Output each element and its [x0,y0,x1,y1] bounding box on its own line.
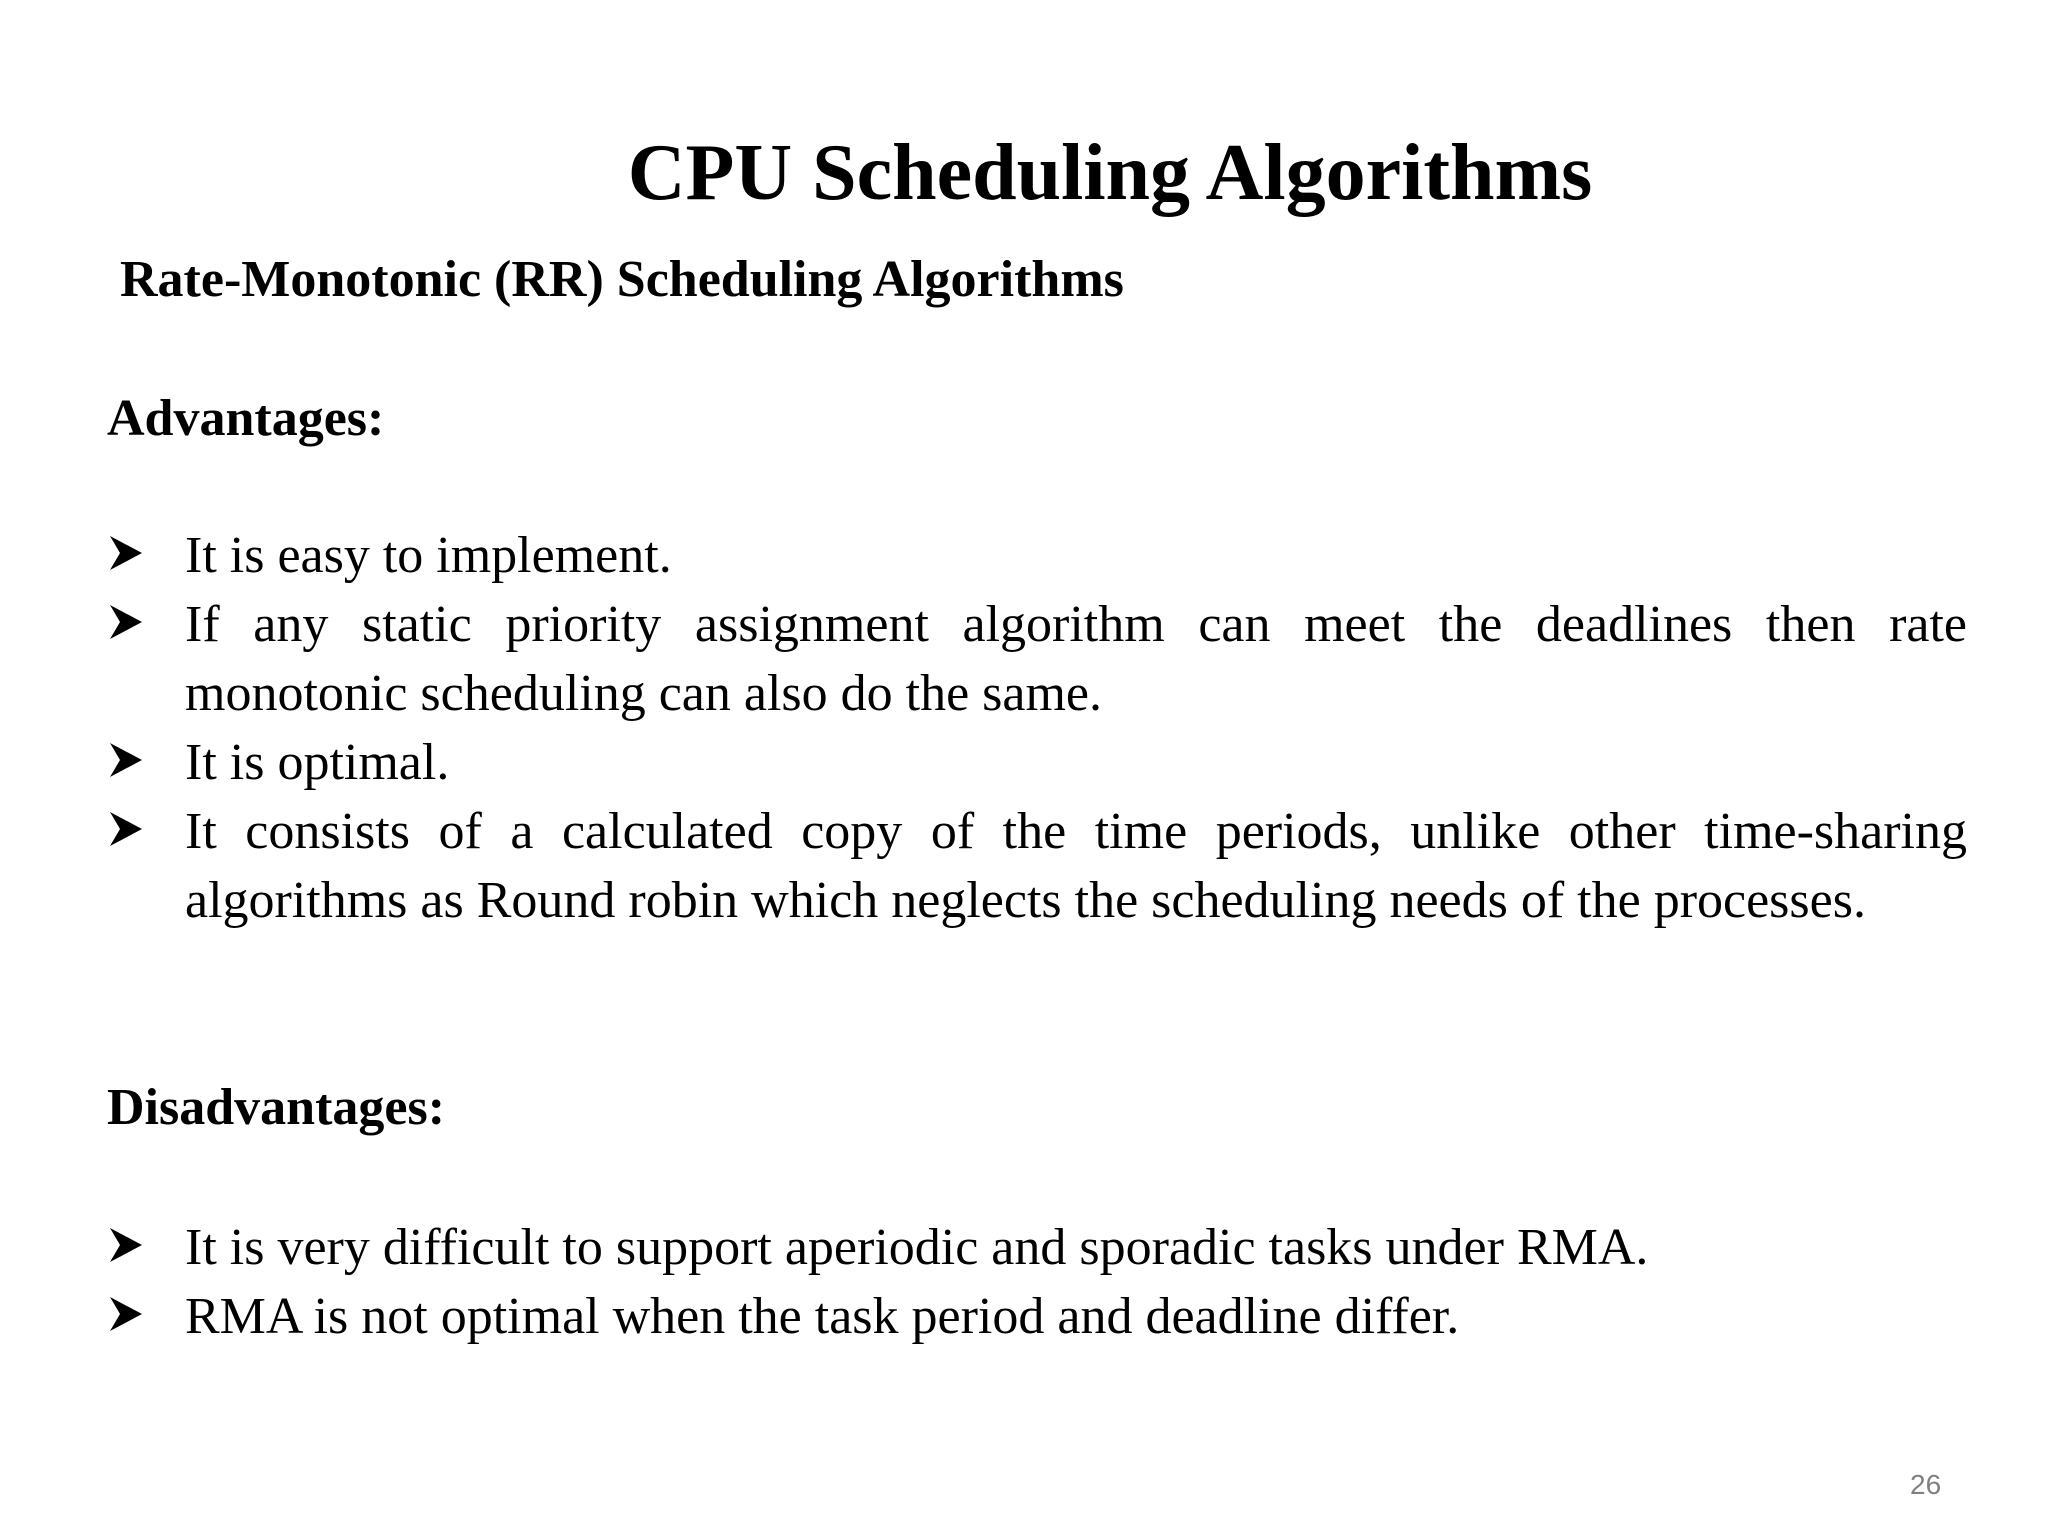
advantages-heading: Advantages: [107,390,385,447]
advantage-text: If any static priority assignment algorithm can meet the deadlines then rate monotonic scheduling can also do the same. [185,596,1967,722]
advantage-text: It is easy to implement. [185,527,672,584]
advantage-item [107,590,1967,728]
page-number: 26 [1910,1469,1942,1500]
disadvantage-text: It is very difficult to support aperiodic and sporadic tasks under RMA. [185,1219,1649,1276]
arrowhead-bullet-icon [109,811,143,847]
advantage-text: It is optimal. [185,734,450,791]
disadvantage-item [107,1282,1967,1351]
arrowhead-bullet-icon [109,535,143,571]
slide-subtitle: Rate-Monotonic (RR) Scheduling Algorithms [120,251,1124,308]
arrowhead-bullet-icon [109,742,143,778]
disadvantage-text: RMA is not optimal when the task period and deadline differ. [185,1288,1460,1345]
disadvantage-item [107,1213,1967,1282]
arrowhead-bullet-icon [109,604,143,640]
slide-title: CPU Scheduling Algorithms [627,129,1593,217]
advantage-item [107,521,1967,590]
arrowhead-bullet-icon [109,1227,143,1263]
disadvantages-heading: Disadvantages: [107,1079,446,1136]
advantage-item [107,728,1967,797]
advantage-text: It consists of a calculated copy of the time periods, unlike other time-sharing algorithms as Round robin which neglects the scheduling needs of the processes. [185,803,1967,929]
arrowhead-bullet-icon [109,1296,143,1332]
advantage-item [107,797,1967,935]
advantages-list [107,521,1967,935]
disadvantages-list [107,1213,1967,1351]
